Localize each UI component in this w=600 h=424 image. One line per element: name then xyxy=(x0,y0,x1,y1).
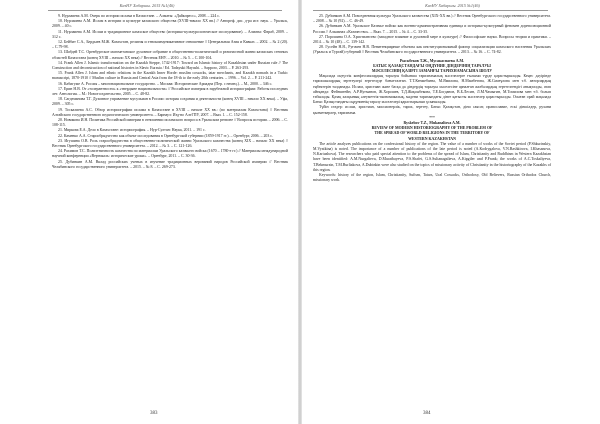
reference-entry: 13. Шабдей Т.С. Оренбургское магометанское духовное собрание в общественно-политической и религиозной жизни казахских степных областей Казахстана (конец XVIII – начало XX века) // Вестник ЕНУ. – 2010. – № 5. – С.100-104. xyxy=(52,50,288,60)
book-gutter xyxy=(298,0,302,424)
reference-entry: 25. Дубинкин А.М. Вклад российских ученых в изучение традиционных верований народов Российской империи // Вестник Челябинского государственного университета. – 2015. – № 8. – С. 269-273. xyxy=(52,159,288,169)
reference-entry: 14. Frank Allen J. Islamic transformation on the Kazakh Steppe, 1742-1917: Toward an Islamic history of Kazakhstan under Russian rule // The Construction and deconstruction of national histories in Slavic Eurasia / Ed. Tadayuki Hayashi. – Sapporo, 2003. – P. 263-293. xyxy=(52,60,288,71)
reference-entry: 9. Нурлаиева А.М. Очерк по истории ислама в Казахстане. – Алматы: «Дайкпресс», 2008. – 224 с. xyxy=(58,14,220,18)
reference-entry: 11. Нурлаиева А.М. Ислам и традиционное казахское общество (историко-культурологическое исследование). – Алматы: Фараб, 2009. – 312 с. xyxy=(52,29,288,39)
right-page xyxy=(305,0,600,424)
article1-keywords: Түйін сөздер: ислам, христиан, миссионерлік, тарих, зерттеу, Батыс Қазақстан, діни саясат, православие, ескі діншілдер, рухани қызметкерлер, тарихнама. xyxy=(313,105,551,115)
article-separator: *** xyxy=(429,115,435,120)
reference-entry: 10. Нурлаиева А.М. Ислам в истории и культуре казахского общества (XVIII-начало XX вв.) // Автореф. дис. д-ра ист. наук. – Уральск, 2009. – 40 с. xyxy=(52,19,288,29)
article1-title-line-1: БАТЫС ҚАЗАҚСТАНДАҒЫ ОҢДҮНИЕ ДІНДЕРІНІҢ ТАРАЛУЫ xyxy=(373,63,491,68)
reference-entry: 25. Дубинкин А.М. Повседневная культура Уральского казачества (XIX-XX вв.) // Вестник Оренбургского государственного университета. – 2008. – № 10 (92). – С. 46-49. xyxy=(313,14,551,24)
header-rule-left xyxy=(48,10,282,11)
reference-entry: 15. Frank Allen J. Islam and ethnic relations in the Kazakh Inner Horde: muslim cossacks, tatar merchants, and Kazakh nomads in a Turkic manuscript, 1870-1910 // Muslim culture in Russia and Central Asia from the 18-th to the early 20th centuries. – 1996. – Vol. 2. – P. 211-242. xyxy=(52,71,288,81)
running-header-left: КазНУ Хабаршы. 2015 №1(46) xyxy=(119,3,175,8)
reference-entry: 16. Кабигуже А. Россия – многонациональное государство. – Москва: Исторические Ариадна (Пер. с немец.). – М., 2000. – 346 с. xyxy=(58,81,273,86)
reference-entry: 17. Ерин Н.В. От «толерантности» к «твердыне национальности» // Российское империя в зарубежной историографии: Работы последних лет. Антология. – М.: Новое издательство, 2005. – С. 48-82. xyxy=(52,86,288,97)
running-header-right: КазНУ Хабаршы. 2015 №1(46) xyxy=(425,3,480,8)
header-rule-right xyxy=(313,10,548,11)
reference-entry: 26. Дубинкин А.М. Уральское Казачье войско как военно-административная единица и историко-культурный феномен дореволюционной России // Альманах «Казачество». – Вып. 7. – 2015. – № 4. – С. 33-35. xyxy=(313,24,551,34)
reference-entry: 24. Рахимов Т.С. Полиэтничность казачества по материалам Уральского казачьего войска (1670 – 1780-е гг.) // Материалы международной научной конференции «Вертикаль: исторические уроки». – Оренбург, 2011. – С. 30-36. xyxy=(52,149,288,159)
reference-entry: 18. Сагдеманова Т.Г. Духовное управление мусульман в России: история создания и деятельности (конец XVIII – начало XX века). – Уфа, 2009. – 305 с. xyxy=(52,97,288,107)
article2-title-line-1: REVIEW OF MODERN HISTORIOGRAPHY OF THE PROBLEM OF xyxy=(371,126,493,131)
article1-authors: Рыскбеков Т.Ж., Мусакаспаева А.М. xyxy=(399,58,465,63)
article1-abstract: Мақалада оңтүстік конфессиялардың таралуы бойынша тарихнамалық мәселелерге ғылыми түрде қарастырылады. Кеңес дәуірінде тарихшылардың зерттеулері зерттелуде бағытталған. Т.Т.Кенжебаева, М.Ямилова, Н.Мамбетова, Ж.Смағұлова мен т.б. авторлардың еңбектерін талданады. Ислам, христиан және басқа да діндердің таралуы мәселесіне арналған жазбалардың зерттелгендігі анықталды, атап айтқанда: Фейнштейн, А.Р.Нугманов, Ж.Хорошев, Т.Д.Жақсыбекова, Т.Е.Богданов, В.Б.Лесин, Л.М.Чамыгин, М.Томилова мен т.б. болып табылады. Қазақ халқының әлеуметтік-экономикалық, мәдени тарихындағы дінге қатысты мәселелер қарастырылды. Осыған орай мақалада Батыс Қазақстандағы оңдүниенің таралу мәселелері қарастырылып ұсынылады. xyxy=(313,74,551,105)
reference-entry: 27. Порошина О.А. Христианство (западное влияние и духовной мере в культуре) // Философские науки. Вопросы теории и практики. – 2014. – № 10 (48). – С. 139-142. xyxy=(313,34,551,45)
reference-entry: 21. Миркова Е.А. Дело в Казахстане: историография. – Нур-Султан: Наука, 2011. – 191 с. xyxy=(58,128,206,133)
reference-entry: 20. Новикова И.Н. Политика Российской империи в отношении исламского вопроса в Уральском регионе // Вопросы истории. – 2006. – С. 108-115. xyxy=(52,118,288,128)
page-number-right: 384 xyxy=(423,411,431,416)
article1-title-line-2: МӘСЕЛЕСІНІҢ ҚАЗІРГІ ЗАМАНҒЫ ТАРИХНАМАСЫНА ШОЛУ xyxy=(371,69,493,74)
reference-entry: 28. Гусейн Н.Я., Ругачев Н.В. Пенитенциарные объекты как институциональный фактор социализации казахского населения Уральских (Уральск и Тургай) губерний // Вестник Челябинского государственного университета. – 2013. – № 16. – С. 74-82. xyxy=(313,45,551,55)
reference-entry: 23. Игушина О.В. Роль старообрядчества в общественно-политической жизни Уральского казачества (конец XIX – начало XX века) // Вестник Оренбургского государственного университета. – 2012. – № 3. – С. 121-126. xyxy=(52,138,288,149)
reference-list-right xyxy=(313,14,551,56)
article2-title-line-3: WESTERN KAZAKHSTAN xyxy=(408,136,456,141)
reference-entry: 19. Тоскалиева А.С. Обзор историографии ислама в Казахстане в XVIII – начале XX вв.: (по материалам Казахстана) // Вестник Алтайского государственного педагогического университета. – Барнаул: Изд-во АлтГПУ, 2007. – Вып. 1. – С. 152-158. xyxy=(52,107,288,117)
reference-list-left xyxy=(52,14,288,170)
reference-entry: 12. Бейбит С.А., Бердыев М.Ж. Казахстан, религия и этнокоммуникативное отношение // Центральная Азия и Кавказ. – 2002. – № 2 (20). – С.79-98. xyxy=(52,40,288,50)
right-page-body xyxy=(313,14,551,184)
left-page xyxy=(0,0,294,424)
article2-keywords: Keywords: history of the region, Islam, Christianity, Sufism, Tatars, Ural Cossacks, Orthodoxy, Old Believers, Russian Orthodox Church, missionary work. xyxy=(313,173,551,183)
article2-authors: Ryskebov T.Z., Mukanaliova A.M. xyxy=(403,121,461,126)
reference-entry: 22. Каменко А.А. Старообрядчество как объект исследования в Оренбургской губернии (1859-1917 гг.). – Оренбург, 2006. – 203 с. xyxy=(58,133,273,138)
page-number-left: 383 xyxy=(150,411,158,416)
article2-title-line-2: THE SPREAD OF WORLD RELIGIONS IN THE TERRITORY OF xyxy=(374,131,490,136)
article2-abstract: The article analyzes publications on the confessional history of the region. The value of a number of works of the Soviet period (P.Shkurinskiy, M.Vyatkina) is noted. The importance of a number of publications of the late period is noted (A.Kodrygalova, V.N.Bashkirova, I.Khasanova, N.Kartuzhova). The researchers who paid special attention to the problems of the spread of Islam, Christianity and Buddhism in Western Kazakhstan have been identified: A.M.Nurgalieva, D.Muratbayeva, P.S.Shafei, G.S.Sultanagalieva, A.Kipgiler and P.Frank; the works of A.C.Toskaliyeva, T.Bekmurzin, T.M.Burliakova, A.Dubinkin were also studied on the topics of missionary activity of Christianity in the historiography of the Kazakhs of this region. xyxy=(313,141,551,172)
